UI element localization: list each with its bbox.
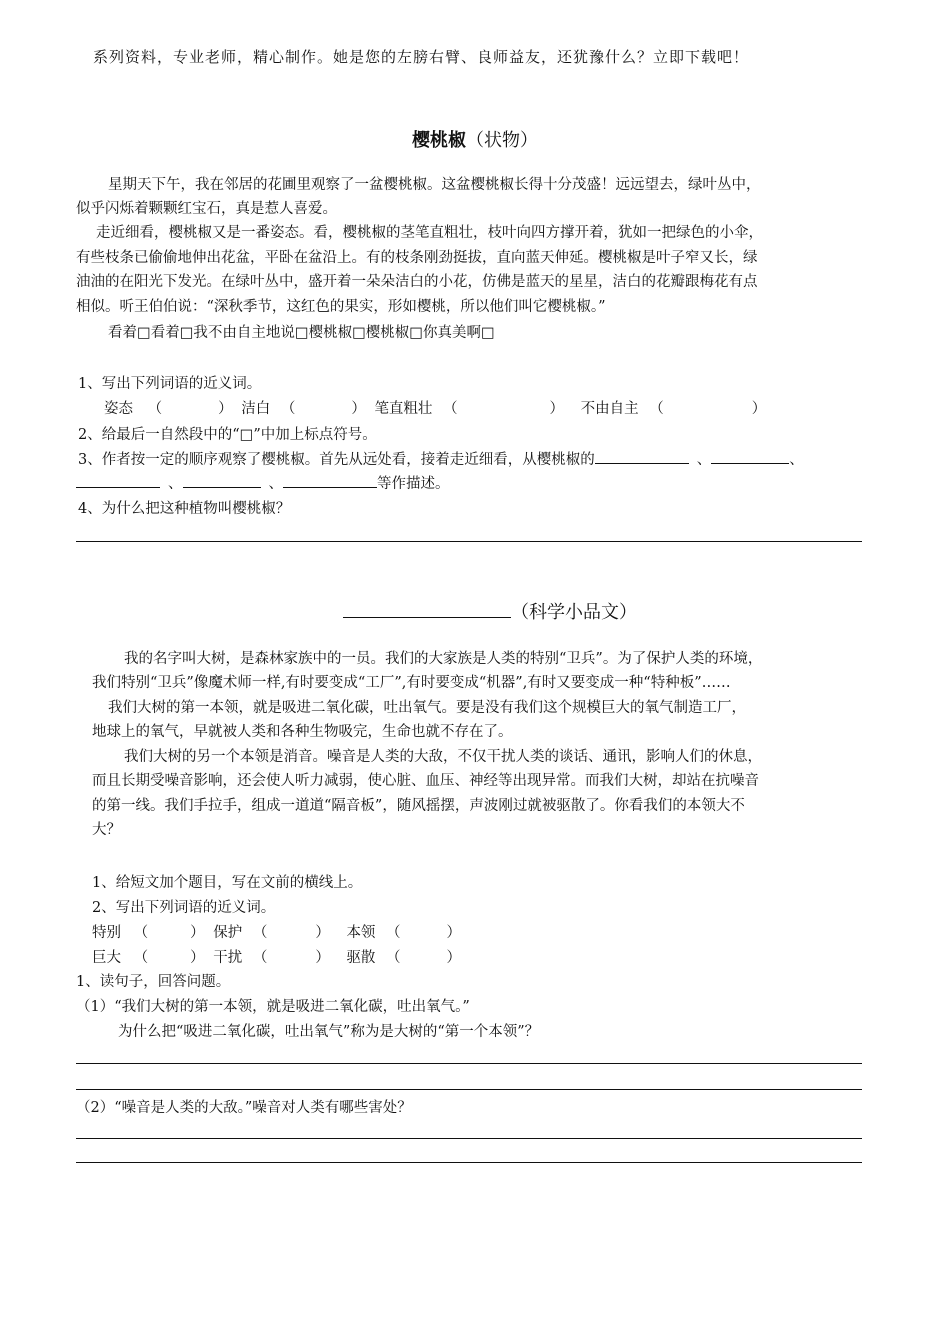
p2-question-3: 1、读句子，回答问题。: [76, 974, 231, 990]
passage2-line: 大？: [92, 822, 121, 838]
word: 不由自主: [580, 401, 639, 417]
p1-question-1: 1、写出下列词语的近义词。: [78, 376, 262, 392]
word: 干扰: [213, 950, 243, 966]
answer-line[interactable]: [76, 541, 862, 542]
p2-synonym-row: 巨大 （ ） 干扰 （ ） 驱散 （ ）: [92, 950, 462, 966]
p2-question-3-sub2: （2）“噪音是人类的大敌。”噪音对人类有哪些害处？: [76, 1100, 412, 1116]
passage1-line: 有些枝条已偷偷地伸出花盆，平卧在盆沿上。有的枝条刚劲挺拔，直向蓝天伸延。樱桃椒是叶子窄又长，绿: [76, 250, 758, 266]
title-blank[interactable]: [343, 617, 511, 618]
passage1-line: 相似。听王伯伯说：“深秋季节，这红色的果实，形如樱桃，所以他们叫它樱桃椒。”: [76, 299, 606, 315]
word: 笔直粗壮: [374, 401, 433, 417]
p1-question-3-cont: 、 、 等作描述。: [76, 472, 450, 493]
word: 本领: [346, 925, 376, 941]
answer-blank[interactable]: [183, 487, 261, 488]
passage1-line: 似乎闪烁着颗颗红宝石，真是惹人喜爱。: [76, 201, 337, 217]
p1-synonym-row: 姿态 （ ） 洁白 （ ） 笔直粗壮 （ ） 不由自主 （ ）: [104, 401, 767, 417]
p1-question-3: 3、作者按一定的顺序观察了樱桃椒。首先从远处看，接着走近细看，从樱桃椒的 、 、: [78, 452, 804, 468]
passage2-line: 我们特别“卫兵”像魔术师一样,有时要变成“工厂”,有时要变成“机器”,有时又要变成一种“特种板”……: [92, 675, 731, 691]
word: 姿态: [104, 401, 133, 417]
p1-question-2: 2、给最后一自然段中的“□”中加上标点符号。: [78, 427, 377, 443]
p2-synonym-row: 特别 （ ） 保护 （ ） 本领 （ ）: [92, 925, 462, 941]
answer-blank[interactable]: [711, 463, 789, 464]
passage1-title-genre: （状物）: [466, 130, 538, 151]
passage2-title-genre: （科学小品文）: [511, 602, 637, 623]
passage1-line: 星期天下午，我在邻居的花圃里观察了一盆樱桃椒。这盆樱桃椒长得十分茂盛！远远望去，绿叶丛中，: [108, 177, 761, 193]
answer-line[interactable]: [76, 1162, 862, 1163]
p2-question-1: 1、给短文加个题目，写在文前的横线上。: [92, 875, 363, 891]
word: 保护: [213, 925, 243, 941]
passage2-line: 我的名字叫大树，是森林家族中的一员。我们的大家族是人类的特别“卫兵”。为了保护人类的环境，: [124, 651, 763, 667]
p2-question-3-sub1: （1）“我们大树的第一本领，就是吸进二氧化碳，吐出氧气。”: [76, 999, 470, 1015]
word: 驱散: [346, 950, 376, 966]
p1-question-4: 4、为什么把这种植物叫樱桃椒？: [78, 501, 291, 517]
passage2-line: 地球上的氧气，早就被人类和各种生物吸完，生命也就不存在了。: [92, 724, 513, 740]
answer-blank[interactable]: [595, 463, 689, 464]
header-banner: 系列资料，专业老师，精心制作。她是您的左膀右臂、良师益友，还犹豫什么？立即下载吧！: [93, 48, 750, 66]
p2-question-3-sub1-ask: 为什么把“吸进二氧化碳，吐出氧气”称为是大树的“第一个本领”？: [118, 1024, 540, 1040]
answer-blank[interactable]: [283, 487, 377, 488]
passage2-title: [343, 598, 637, 624]
p2-question-2: 2、写出下列词语的近义词。: [92, 900, 276, 916]
passage1-line: 油油的在阳光下发光。在绿叶丛中，盛开着一朵朵洁白的小花，仿佛是蓝天的星星，洁白的花瓣跟梅花有点: [76, 274, 758, 290]
passage2-line: 而且长期受噪音影响，还会使人听力减弱，使心脏、血压、神经等出现异常。而我们大树，却站在抗噪音: [92, 773, 759, 789]
passage1-title-main: 樱桃椒: [412, 130, 466, 151]
passage2-line: 我们大树的另一个本领是消音。噪音是人类的大敌，不仅干扰人类的谈话、通讯，影响人们的休息，: [124, 749, 762, 765]
answer-line[interactable]: [76, 1138, 862, 1139]
passage1-line: 走近细看，樱桃椒又是一番姿态。看，樱桃椒的茎笔直粗壮，枝叶向四方撑开着，犹如一把绿色的小伞，: [96, 225, 763, 241]
word: 洁白: [241, 401, 271, 417]
answer-line[interactable]: [76, 1063, 862, 1064]
answer-blank[interactable]: [76, 487, 160, 488]
word: 巨大: [92, 950, 121, 966]
passage2-line: 我们大树的第一本领，就是吸进二氧化碳，吐出氧气。要是没有我们这个规模巨大的氧气制造工厂，: [108, 700, 746, 716]
passage1-line: 看着□看着□我不由自主地说□樱桃椒□樱桃椒□你真美啊□: [108, 325, 495, 341]
word: 特别: [92, 925, 121, 941]
answer-line[interactable]: [76, 1089, 862, 1090]
passage2-line: 的第一线。我们手拉手，组成一道道“隔音板”，随风摇摆，声波刚过就被驱散了。你看我们的本领大不: [92, 798, 745, 814]
passage1-title: [0, 126, 950, 152]
